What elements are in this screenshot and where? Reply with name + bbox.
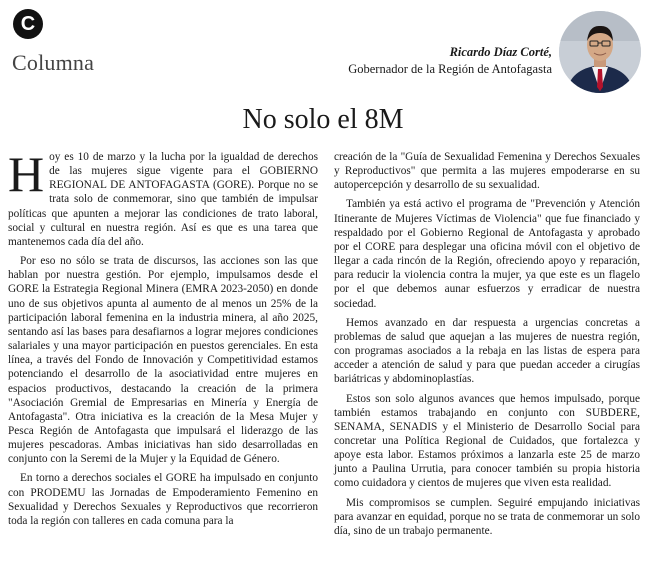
drop-cap: H xyxy=(8,146,45,202)
author-block xyxy=(348,44,552,78)
author-role: Gobernador de la Región de Antofagasta xyxy=(348,62,552,76)
section-label: Columna xyxy=(12,50,95,75)
paragraph: creación de la "Guía de Sexualidad Femenina y Derechos Sexuales y Reproductivos" que permita a las mujeres empoderarse en su autopercepción y desarrollo de su sexualidad. xyxy=(334,151,640,192)
paragraph xyxy=(8,146,318,249)
author-name: Ricardo Díaz Corté, xyxy=(449,45,552,59)
section-badge: C xyxy=(13,9,43,39)
author-portrait-icon xyxy=(559,11,641,93)
paragraph: Mis compromisos se cumplen. Seguiré empujando iniciativas para avanzar en equidad, porque no se trata de conmemorar un solo día, sino de un trabajo permanente. xyxy=(334,496,640,537)
author-photo xyxy=(559,11,641,93)
headline: No solo el 8M xyxy=(242,104,404,135)
paragraph: También ya está activo el programa de "Prevención y Atención Itinerante de Mujeres Víctimas de Violencia" que fue financiado y respaldado por el Gobierno Regional de Antofagasta y aprobado por el CORE para desplegar una oficina móvil con el objetivo de llegar a cada rincón de la Región, ofreciendo apoyo y reparación, para reducir la violencia contra la mujer, ya que este es un flagelo por el que debemos aunar esfuerzos y erradicar de nuestra sociedad. xyxy=(334,198,640,310)
paragraph: Por eso no sólo se trata de discursos, las acciones son las que hablan por nuestra gestión. Por ejemplo, impulsamos desde el GORE la Estrategia Regional Minera (EMRA 2023-2050) en donde uno de sus objetivos apunta al aumento de al menos un 25% de la participación laboral femenina en la industria minera, al año 2025, sentando así las bases para desafiarnos a lograr mejores condiciones salariales y una mayor participación en puestos gerenciales. En esta línea, a través del Fondo de Innovación y Competitividad estamos potenciando el desarrollo de la asociatividad entre mujeres en espacios productivos, destacando la creación de la primera "Asociación Gremial de Empresarias en Minería y Energía de Antofagasta". Otra iniciativa es la creación de la Mesa Mujer y Pesca Región de Antofagasta que impulsará el liderazgo de las mujeres pescadoras. Ambas iniciativas han sido desarrolladas en conjunto con la Seremi de la Mujer y la Equidad de Género. xyxy=(8,255,318,466)
paragraph: Estos son solo algunos avances que hemos impulsado, porque también estamos trabajando en conjunto con SUBDERE, SENAMA, SENADIS y el Ministerio de Desarrollo Social para concretar una Política Regional de Cuidados, que fortalezca y apoye esta labor. Estamos próximos a lanzarla este 25 de marzo junto a Paulina Urrutia, para conocer también su propia historia como cuidadora y cientos de mujeres que viven esta realidad. xyxy=(334,392,640,490)
paragraph-text: oy es 10 de marzo y la lucha por la igualdad de derechos de las mujeres sigue vigente para el GOBIERNO REGIONAL DE ANTOFAGASTA (GORE). Porque no se trata solo de conmemorar, sino que también de impulsar políticas que apunten a mejorar las condiciones de trato laboral, social y cultural en nuestra región. Así es que es una tarea que mantenemos cada día del año. xyxy=(8,151,318,248)
right-column xyxy=(334,150,640,543)
paragraph: En torno a derechos sociales el GORE ha impulsado en conjunto con PRODEMU las Jornadas de Empoderamiento Femenino en Sexualidad y Derechos Sexuales y Reproductivos que recorrieron toda la región con talleres en cada comuna para la xyxy=(8,472,318,527)
left-column xyxy=(8,146,318,533)
paragraph: Hemos avanzado en dar respuesta a urgencias concretas a problemas de salud que aquejan a las mujeres de nuestra región, con programas asociados a la rebaja en las listas de espera para acceder a atención de salud y para que puedan acceder a cirugías bariátricas y abdominoplastías. xyxy=(334,316,640,386)
